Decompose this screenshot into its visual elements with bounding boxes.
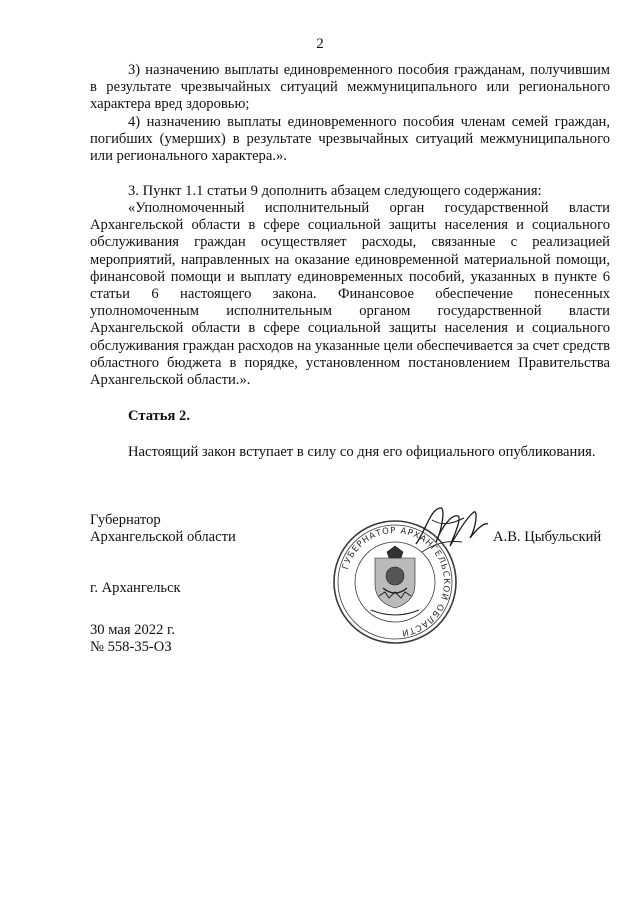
signing-date: 30 мая 2022 г. bbox=[90, 622, 176, 638]
article-2-text: Настоящий закон вступает в силу со дня его официального опубликования. bbox=[128, 444, 596, 460]
signatory-name: А.В. Цыбульский bbox=[493, 529, 602, 545]
page-number: 2 bbox=[316, 36, 324, 52]
point-3-text: 3. Пункт 1.1 статьи 9 дополнить абзацем следующего содержания: bbox=[128, 183, 542, 199]
date-and-number bbox=[90, 622, 175, 656]
paragraph-quote bbox=[90, 200, 610, 389]
title-line-2: Архангельской области bbox=[90, 529, 236, 546]
signature-title bbox=[90, 512, 236, 546]
handwritten-signature-icon bbox=[412, 500, 492, 558]
seal-ring-text: ГУБЕРНАТОР АРХАНГЕЛЬСКОЙ ОБЛАСТИ bbox=[340, 525, 452, 638]
item-3-text: 3) назначению выплаты единовременного пособия гражданам, получившим в результате чрезвычайных ситуаций межмуниципального или регионального характера вред здоровью; bbox=[90, 62, 610, 113]
place-of-signing: г. Архангельск bbox=[90, 580, 181, 596]
paragraph-item-3 bbox=[90, 62, 610, 114]
article-2-title: Статья 2. bbox=[128, 408, 190, 424]
law-number: № 558-35-ОЗ bbox=[90, 639, 172, 656]
quote-text: «Уполномоченный исполнительный орган государственной власти Архангельской области в сфере социальной защиты населения и социального обслуживания граждан осуществляет расходы, связанные с реализацией мероприятий, направленных на оказание единовременной материальной помощи, финансовой помощи и выплату единовременных пособий, указанных в пункте 6 статьи 6 настоящего закона. Финансовое обеспечение понесенных уполномоченным исполнительным органом государственной власти Архангельской области в сфере социальной защиты населения и социального обслуживания граждан расходов на указанные цели обеспечивается за счет средств областного бюджета в порядке, установленном постановлением Правительства Архангельской области.». bbox=[90, 200, 610, 389]
paragraph-point-3 bbox=[90, 183, 610, 200]
item-4-text: 4) назначению выплаты единовременного пособия членам семей граждан, погибших (умерших) в результате чрезвычайных ситуаций межмуниципального или регионального характера.». bbox=[90, 114, 610, 165]
article-2-body bbox=[90, 444, 610, 461]
article-2-heading bbox=[90, 408, 610, 425]
paragraph-item-4 bbox=[90, 114, 610, 166]
title-line-1: Губернатор bbox=[90, 512, 161, 528]
